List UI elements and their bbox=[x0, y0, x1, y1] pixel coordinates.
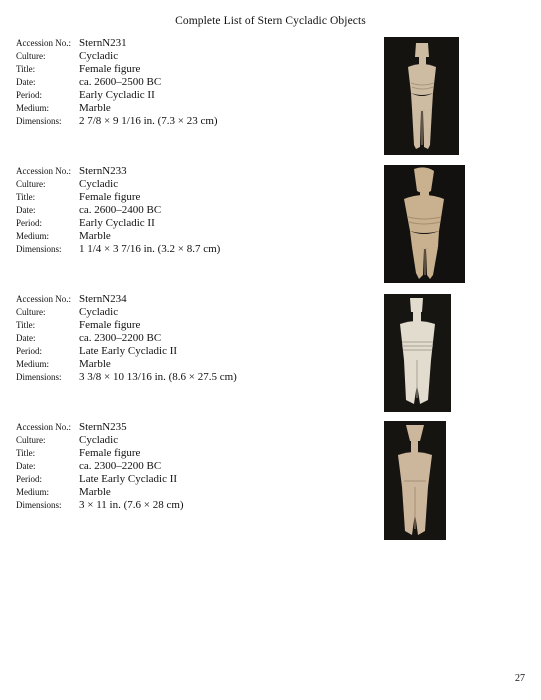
culture-label: Culture: bbox=[16, 435, 46, 445]
medium-label: Medium: bbox=[16, 103, 49, 113]
medium-label: Medium: bbox=[16, 231, 49, 241]
period-label: Period: bbox=[16, 90, 42, 100]
culture-label: Culture: bbox=[16, 179, 46, 189]
date-value: ca. 2600–2400 BC bbox=[79, 204, 162, 216]
dimensions-label: Dimensions: bbox=[16, 116, 62, 126]
culture-value: Cycladic bbox=[79, 178, 119, 190]
date-label: Date: bbox=[16, 333, 36, 343]
medium-value: Marble bbox=[79, 358, 111, 370]
date-value: ca. 2600–2500 BC bbox=[79, 76, 162, 88]
date-label: Date: bbox=[16, 77, 36, 87]
medium-value: Marble bbox=[79, 102, 111, 114]
title-label: Title: bbox=[16, 320, 36, 330]
culture-value: Cycladic bbox=[79, 434, 119, 446]
period-label: Period: bbox=[16, 474, 42, 484]
accession-value: SternN234 bbox=[79, 293, 127, 305]
accession-value: SternN235 bbox=[79, 421, 127, 433]
period-value: Late Early Cycladic II bbox=[79, 473, 178, 485]
accession-value: SternN231 bbox=[79, 37, 127, 49]
culture-value: Cycladic bbox=[79, 50, 119, 62]
dimensions-label: Dimensions: bbox=[16, 372, 62, 382]
title-value: Female figure bbox=[79, 319, 141, 331]
dimensions-value: 3 × 11 in. (7.6 × 28 cm) bbox=[79, 499, 184, 511]
title-label: Title: bbox=[16, 448, 36, 458]
medium-label: Medium: bbox=[16, 487, 49, 497]
medium-value: Marble bbox=[79, 486, 111, 498]
medium-value: Marble bbox=[79, 230, 111, 242]
period-label: Period: bbox=[16, 346, 42, 356]
dimensions-label: Dimensions: bbox=[16, 500, 62, 510]
page-number: 27 bbox=[515, 673, 525, 684]
figure-photo bbox=[384, 37, 459, 155]
title-label: Title: bbox=[16, 192, 36, 202]
dimensions-value: 2 7/8 × 9 1/16 in. (7.3 × 23 cm) bbox=[79, 115, 218, 127]
title-value: Female figure bbox=[79, 447, 141, 459]
accession-label: Accession No.: bbox=[16, 294, 71, 304]
dimensions-value: 3 3/8 × 10 13/16 in. (8.6 × 27.5 cm) bbox=[79, 371, 237, 383]
culture-label: Culture: bbox=[16, 51, 46, 61]
period-value: Late Early Cycladic II bbox=[79, 345, 178, 357]
date-label: Date: bbox=[16, 461, 36, 471]
culture-value: Cycladic bbox=[79, 306, 119, 318]
accession-label: Accession No.: bbox=[16, 166, 71, 176]
period-value: Early Cycladic II bbox=[79, 89, 155, 101]
date-value: ca. 2300–2200 BC bbox=[79, 332, 162, 344]
dimensions-value: 1 1/4 × 3 7/16 in. (3.2 × 8.7 cm) bbox=[79, 243, 221, 255]
period-value: Early Cycladic II bbox=[79, 217, 155, 229]
date-value: ca. 2300–2200 BC bbox=[79, 460, 162, 472]
title-value: Female figure bbox=[79, 191, 141, 203]
accession-value: SternN233 bbox=[79, 165, 127, 177]
culture-label: Culture: bbox=[16, 307, 46, 317]
dimensions-label: Dimensions: bbox=[16, 244, 62, 254]
accession-label: Accession No.: bbox=[16, 38, 71, 48]
period-label: Period: bbox=[16, 218, 42, 228]
title-value: Female figure bbox=[79, 63, 141, 75]
figure-photo bbox=[384, 421, 446, 540]
medium-label: Medium: bbox=[16, 359, 49, 369]
date-label: Date: bbox=[16, 205, 36, 215]
title-label: Title: bbox=[16, 64, 36, 74]
figure-photo bbox=[384, 165, 465, 283]
figure-photo bbox=[384, 294, 451, 412]
page-title: Complete List of Stern Cycladic Objects bbox=[175, 15, 366, 27]
accession-label: Accession No.: bbox=[16, 422, 71, 432]
